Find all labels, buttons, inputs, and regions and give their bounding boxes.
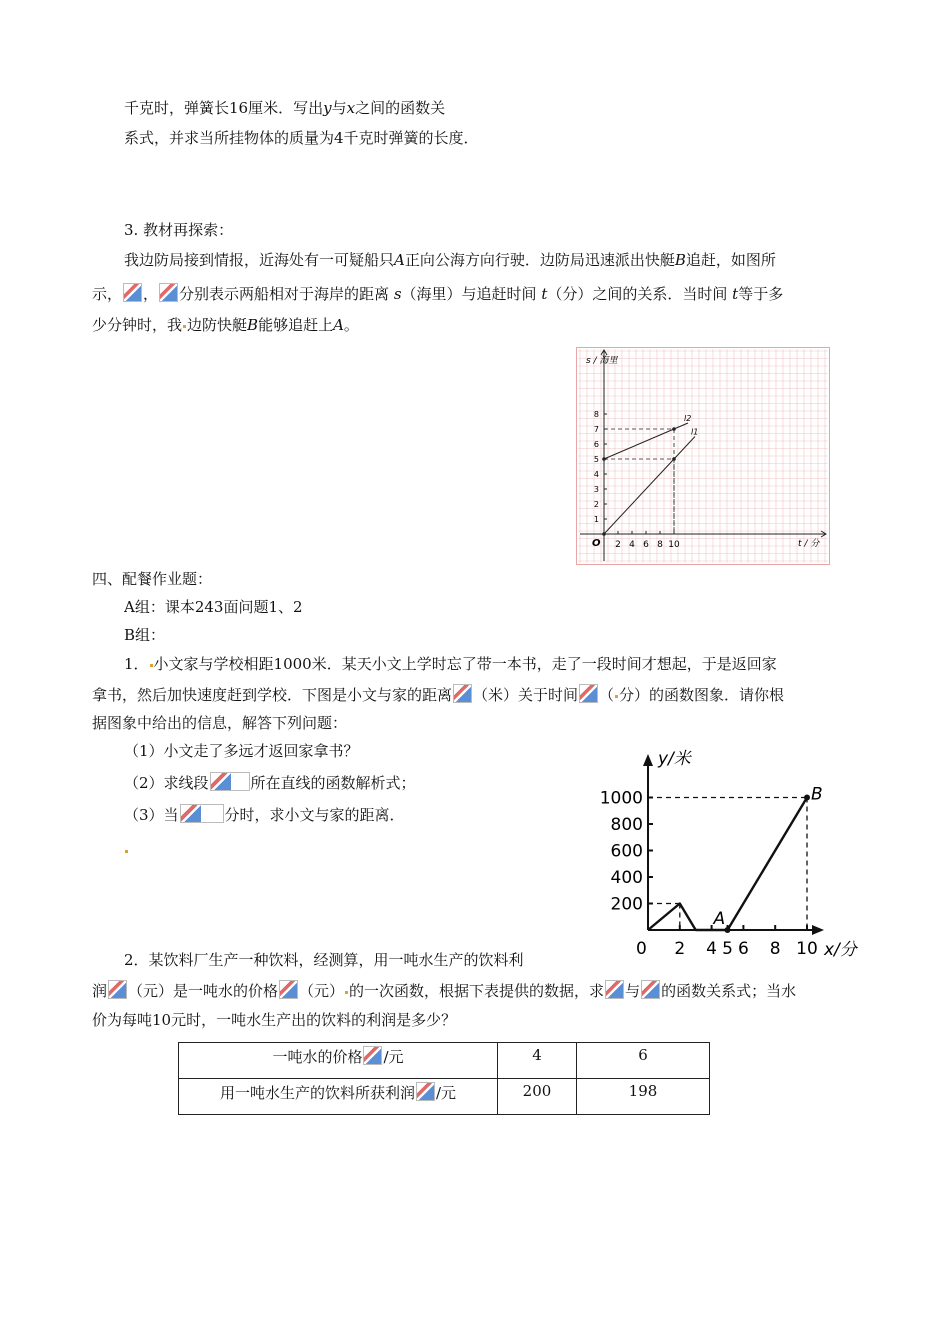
- data-point: [602, 532, 606, 536]
- origin-label: 0: [636, 939, 647, 959]
- table-row: [179, 1079, 710, 1115]
- p1-line2: 系式，并求当所挂物体的质量为4千克时弹簧的长度．: [124, 129, 479, 147]
- x-tick-label: 8: [769, 939, 781, 959]
- text: 润: [92, 982, 108, 1000]
- text: 正向公海方向行驶．边防局迅速派出快艇: [404, 251, 675, 269]
- var-x: x: [346, 99, 356, 117]
- y-tick-label: 1000: [600, 788, 643, 809]
- distance-time-chart: [600, 744, 862, 966]
- point-label: A: [713, 909, 726, 929]
- var-t: t: [541, 285, 548, 303]
- table-cell: 6: [577, 1043, 710, 1079]
- text: 分别表示两船相对于海岸的距离: [179, 285, 390, 303]
- y-tick-label: 7: [593, 425, 599, 434]
- formula-image-icon: [641, 980, 660, 999]
- table-cell-label: [179, 1043, 498, 1079]
- table-cell: 198: [577, 1079, 710, 1115]
- text: 所在直线的函数解析式；: [250, 774, 416, 792]
- table-cell: 4: [498, 1043, 577, 1079]
- x-axis-arrow: [812, 925, 824, 935]
- text: 1．: [124, 655, 149, 673]
- text: 与: [625, 982, 641, 1000]
- text: 。: [343, 316, 359, 334]
- formula-image-icon: [453, 684, 472, 703]
- q1-line3: 据图象中给出的信息，解答下列问题：: [92, 714, 348, 732]
- text: 之间的函数关: [355, 99, 446, 117]
- text: /元: [383, 1048, 404, 1066]
- text: 拿书，然后加快速度赶到学校．下图是小文与家的距离: [92, 686, 453, 704]
- text: （2）求线段: [124, 774, 209, 792]
- marker-dot: [150, 664, 153, 667]
- marker-dot: [345, 991, 348, 994]
- text: 千克时，弹簧长16厘米．写出: [124, 99, 324, 117]
- formula-image-icon: [108, 980, 127, 999]
- x-tick-label: 8: [657, 540, 663, 550]
- x-axis-label: x/分: [824, 940, 857, 960]
- var-A: A: [333, 316, 344, 334]
- y-tick-label: 4: [593, 470, 599, 479]
- y-axis-label: y/米: [658, 749, 691, 769]
- x-tick-label: 2: [674, 939, 686, 959]
- text: 的一次函数，根据下表提供的数据，求: [349, 982, 605, 1000]
- series-label: l1: [691, 427, 699, 437]
- y-tick-label: 6: [593, 440, 599, 449]
- var-t: t: [732, 285, 739, 303]
- y-tick-label: 1: [593, 515, 599, 524]
- var-B: B: [674, 251, 686, 269]
- text: 分）的函数图象．请你根: [619, 686, 785, 704]
- q1-sub3: [124, 804, 405, 825]
- text: （米）关于时间: [473, 686, 579, 704]
- q3-line3: [92, 315, 359, 335]
- formula-image-icon: [579, 684, 598, 703]
- text: 一吨水的价格: [272, 1048, 363, 1066]
- point-label: B: [811, 784, 823, 805]
- formula-image-icon: [159, 283, 178, 302]
- formula-image-icon: [279, 980, 298, 999]
- formula-image-icon: [180, 804, 224, 823]
- y-axis-label: s / 海里: [586, 356, 618, 366]
- marker-dot: [125, 850, 128, 853]
- q3-title: 3. 教材再探索：: [124, 221, 234, 239]
- y-tick-label: 3: [593, 485, 599, 494]
- text: 与: [331, 99, 347, 117]
- text: 我边防局接到情报，近海处有一可疑船只: [124, 251, 395, 269]
- x-tick-label: 2: [615, 540, 621, 550]
- ship-distance-chart: [576, 347, 830, 565]
- x-tick-label: 10: [668, 540, 680, 550]
- var-y: y: [323, 99, 332, 117]
- formula-image-icon: [605, 980, 624, 999]
- y-tick-label: 800: [610, 815, 643, 835]
- text: 追赶，如图所: [685, 251, 776, 269]
- q1-line2: [92, 684, 784, 705]
- q1-sub2: [124, 772, 416, 793]
- x-tick-label: 6: [643, 540, 649, 550]
- q2-line2: [92, 980, 796, 1001]
- text: （海里）与追赶时间: [401, 285, 537, 303]
- text: （元）: [299, 982, 345, 1000]
- y-tick-label: 5: [593, 455, 599, 464]
- y-tick-label: 8: [593, 410, 599, 419]
- x-axis-label: t / 分: [798, 539, 820, 549]
- var-A: A: [394, 251, 405, 269]
- q2-line3: 价为每吨10元时，一吨水生产出的饮料的利润是多少？: [92, 1011, 457, 1029]
- text: 等于多: [738, 285, 784, 303]
- text: 分时，求小文与家的距离．: [224, 806, 405, 824]
- x-tick-label: 6: [737, 939, 749, 959]
- q1-line1: [124, 654, 777, 674]
- y-axis-arrow: [643, 754, 653, 766]
- formula-image-icon: [363, 1046, 382, 1065]
- axes: [643, 754, 824, 935]
- series-label: l2: [684, 414, 692, 423]
- grid: [578, 349, 828, 563]
- formula-image-icon: [416, 1082, 435, 1101]
- text: 的函数关系式；当水: [661, 982, 797, 1000]
- y-tick-label: 200: [610, 894, 643, 915]
- text: 能够追赶上: [258, 316, 334, 334]
- x-tick-label: 4: [706, 939, 718, 959]
- q3-line2: [92, 283, 783, 304]
- q3-line1: [124, 250, 776, 270]
- formula-image-icon: [210, 772, 250, 791]
- series-line-path: [648, 798, 807, 931]
- text: 用一吨水生产的饮料所获利润: [219, 1084, 415, 1102]
- text: （: [599, 686, 615, 704]
- origin-label: O: [592, 538, 601, 549]
- x-tick-label: 4: [629, 540, 635, 550]
- y-tick-label: 600: [610, 841, 643, 862]
- data-point: [804, 795, 810, 801]
- text: 示，: [92, 285, 123, 303]
- text: （3）当: [124, 806, 179, 824]
- series: [648, 785, 823, 934]
- section4-title: 四、配餐作业题：: [92, 570, 213, 588]
- table-cell: 200: [498, 1079, 577, 1115]
- p1-line1: [124, 98, 445, 118]
- var-s: s: [393, 285, 402, 303]
- text: 边防快艇: [187, 316, 248, 334]
- group-b: B组：: [124, 626, 166, 644]
- text: ，: [143, 285, 159, 303]
- text: （分）之间的关系．当时间: [547, 285, 728, 303]
- x-tick-label: 10: [796, 939, 818, 959]
- text: 小文家与学校相距1000米．某天小文上学时忘了带一本书，走了一段时间才想起，于是返回家: [153, 655, 777, 673]
- text: （元）是一吨水的价格: [128, 982, 279, 1000]
- x-tick-label: 5: [722, 939, 733, 959]
- y-tick-label: 2: [593, 500, 599, 509]
- group-a: A组：课本243面问题1、2: [124, 598, 303, 616]
- data-table: [178, 1042, 710, 1115]
- formula-image-icon: [123, 283, 142, 302]
- text: 少分钟时，我: [92, 316, 183, 334]
- q1-sub1: （1）小文走了多远才返回家拿书？: [124, 742, 359, 760]
- var-B: B: [247, 316, 259, 334]
- table-cell-label: [179, 1079, 498, 1115]
- y-tick-label: 400: [610, 868, 643, 888]
- table-row: [179, 1043, 710, 1079]
- q2-line1: 2．某饮料厂生产一种饮料，经测算，用一吨水生产的饮料利: [124, 951, 524, 969]
- ticks: [600, 789, 818, 960]
- text: /元: [435, 1084, 457, 1102]
- marker-dot: [183, 325, 186, 328]
- marker-dot: [615, 695, 618, 698]
